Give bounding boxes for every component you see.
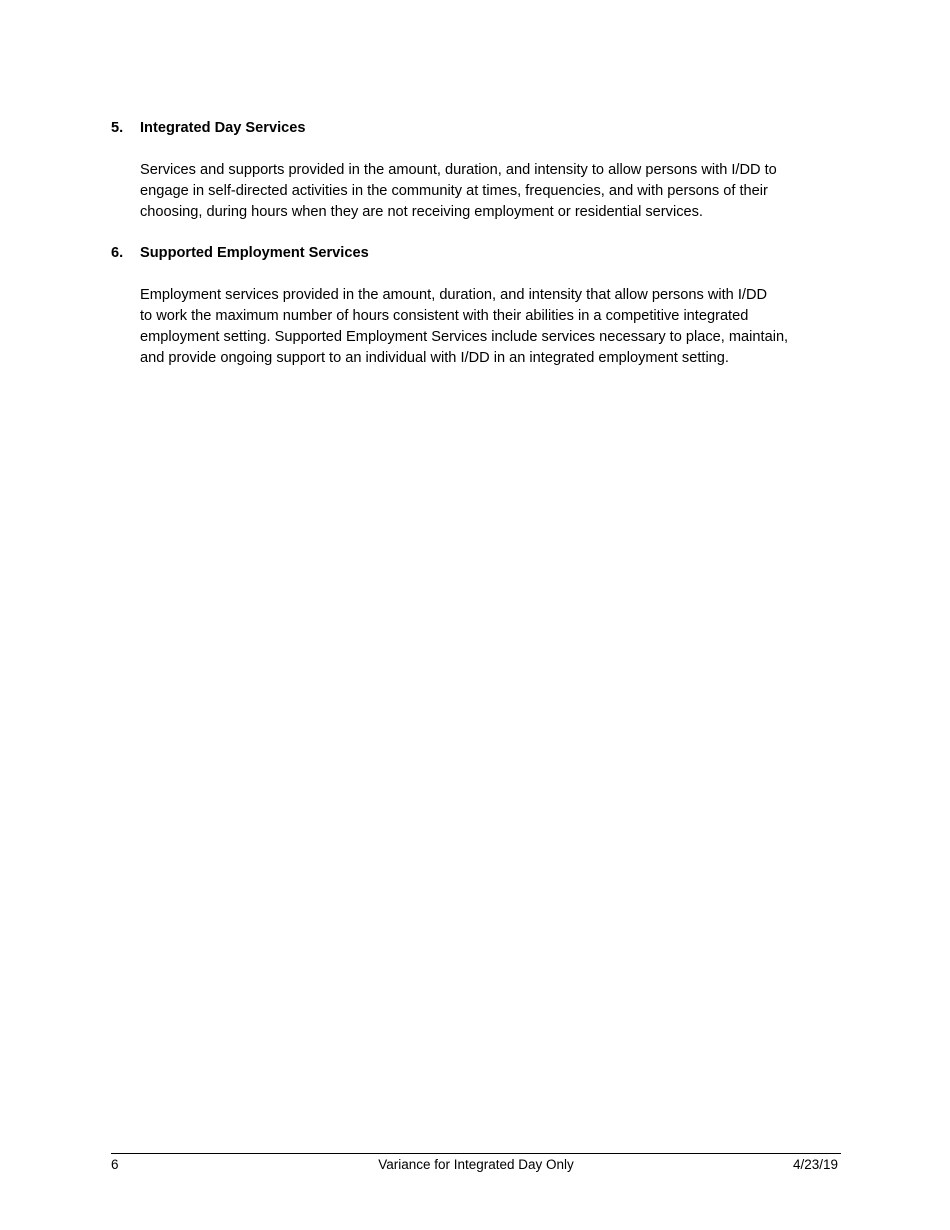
page-footer: [111, 1153, 841, 1178]
section-supported-employment-services: [111, 243, 841, 369]
footer-document-title: Variance for Integrated Day Only: [378, 1157, 574, 1172]
body-line: choosing, during hours when they are not receiving employment or residential services.: [140, 204, 703, 220]
section-heading: [111, 118, 841, 139]
body-line: and provide ongoing support to an individual with I/DD in an integrated employment setting.: [140, 350, 729, 366]
section-title: Integrated Day Services: [140, 120, 306, 136]
footer-page-number: 6: [111, 1157, 119, 1172]
body-line: Employment services provided in the amount, duration, and intensity that allow persons with I/DD: [140, 287, 768, 303]
body-line: employment setting. Supported Employment Services include services necessary to place, maintain,: [140, 329, 789, 345]
footer-date: 4/23/19: [792, 1157, 838, 1172]
body-line: Services and supports provided in the amount, duration, and intensity to allow persons with I/DD to: [140, 162, 777, 178]
section-body: [140, 285, 840, 369]
section-number: 5.: [111, 120, 124, 136]
body-line: to work the maximum number of hours consistent with their abilities in a competitive integrated: [140, 308, 749, 324]
body-line: engage in self-directed activities in the community at times, frequencies, and with persons of their: [140, 183, 768, 199]
section-title: Supported Employment Services: [140, 245, 369, 261]
section-heading: [111, 243, 841, 264]
section-integrated-day-services: [111, 118, 841, 223]
section-body: [140, 160, 840, 223]
section-number: 6.: [111, 245, 124, 261]
